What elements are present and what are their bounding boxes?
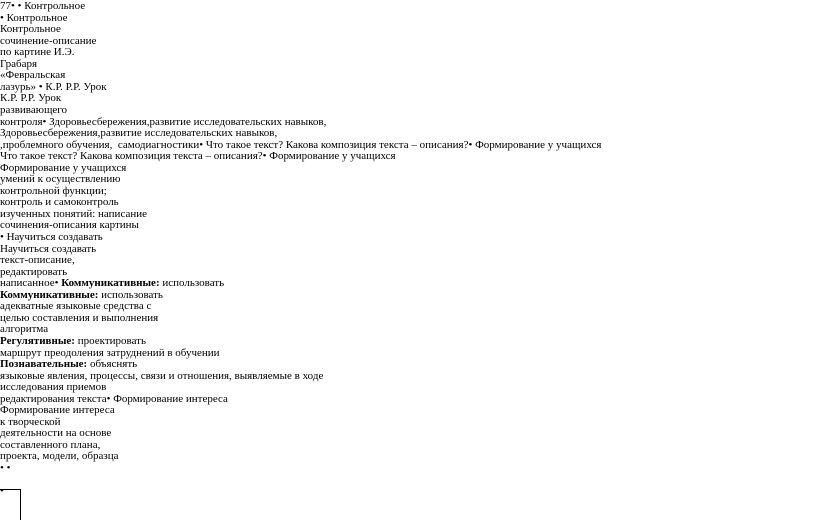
text-line [0, 231, 103, 243]
text-run: использовать [98, 288, 163, 301]
text-line [0, 23, 61, 35]
text-line [0, 358, 137, 370]
text-run: составленного плана, [0, 438, 101, 451]
text-run: К.Р. Р.Р. Урок [0, 92, 62, 105]
text-line [0, 381, 106, 393]
text-run: • [0, 485, 4, 498]
text-line [0, 277, 224, 289]
text-run: исследования приемов [0, 381, 107, 394]
text-line [0, 370, 323, 382]
text-run: 77• • Контрольное [0, 0, 86, 12]
text-line [0, 0, 85, 12]
text-run: целью составления и выполнения [0, 311, 159, 324]
text-run: использовать [159, 277, 225, 290]
text-run: Формирование у учащихся [0, 161, 127, 174]
text-run: • Контрольное [0, 11, 68, 24]
text-line [0, 323, 48, 335]
bold-label: Коммуникативные: [0, 288, 99, 301]
text-run: алгоритма [0, 323, 49, 336]
text-line [0, 254, 75, 266]
text-run: деятельности на основе [0, 427, 112, 440]
text-run: сочинение-описание [0, 34, 97, 47]
text-line [0, 439, 100, 451]
text-line [0, 173, 120, 185]
text-run: развивающего [0, 103, 68, 116]
text-line [0, 12, 67, 24]
text-run: языковые явления, процессы, связи и отношения, выявляемые в ходе [0, 369, 324, 382]
text-run: сочинения-описания картины [0, 219, 139, 232]
bold-label: Регулятивные: [0, 334, 75, 347]
text-line [0, 243, 96, 255]
text-line [0, 393, 228, 405]
text-line [0, 35, 96, 47]
text-line [0, 404, 115, 416]
text-line [0, 139, 601, 151]
text-run: контроля• Здоровьесбережения,развитие исследовательских навыков, [0, 115, 327, 128]
text-run: к творческой [0, 415, 61, 428]
text-line [0, 219, 139, 231]
text-line [0, 46, 74, 58]
text-line [0, 81, 107, 93]
bold-label: Познавательные: [0, 358, 88, 371]
text-line [0, 462, 10, 474]
text-line [0, 69, 65, 81]
text-line [0, 58, 37, 70]
text-line [0, 312, 158, 324]
text-line [0, 427, 111, 439]
text-run: Здоровьесбережения,развитие исследовательских навыков, [0, 127, 278, 140]
text-run: • Научиться создавать [0, 231, 103, 243]
bold-label: Коммуникативные: [61, 277, 160, 290]
text-line [0, 150, 396, 162]
text-line [0, 92, 61, 104]
text-line [0, 416, 61, 428]
text-run: контроль и самоконтроль [0, 196, 119, 209]
text-line [0, 450, 119, 462]
text-run: «Февральская [0, 69, 66, 82]
text-run: проекта, модели, образца [0, 450, 119, 463]
text-run: объяснять [87, 358, 138, 371]
text-line [0, 116, 326, 128]
text-line [0, 162, 126, 174]
text-run: написанное• [0, 277, 62, 290]
text-run: • • [0, 462, 11, 474]
table-cell-border [0, 489, 21, 520]
text-run: редактировать [0, 265, 68, 278]
text-run: лазурь» • К.Р. Р.Р. Урок [0, 80, 107, 93]
text-run: Что такое текст? Какова композиция текста – описания?• Формирование у учащихся [0, 150, 396, 163]
text-line [0, 104, 67, 116]
text-run: адекватные языковые средства с [0, 300, 152, 313]
text-line [0, 185, 107, 197]
text-run: маршрут преодоления затруднений в обучении [0, 346, 220, 359]
text-run: редактирования текста• Формирование интереса [0, 392, 228, 405]
text-line [0, 208, 147, 220]
text-run: Формирование интереса [0, 404, 115, 417]
text-line [0, 266, 67, 278]
text-run: Контрольное [0, 23, 61, 36]
text-run: по картине И.Э. [0, 46, 75, 59]
text-run: Научиться создавать [0, 242, 97, 255]
text-line [0, 289, 163, 301]
text-run: ,проблемного обучения, самодиагностики• Что такое текст? Какова композиция текста – описания?• Формирование у учащихся [0, 138, 602, 151]
text-line [0, 300, 151, 312]
text-run: текст-описание, [0, 254, 75, 267]
text-line [0, 335, 146, 347]
text-line [0, 127, 277, 139]
text-line [0, 196, 119, 208]
text-run: Грабаря [0, 57, 38, 70]
text-run: проектировать [74, 334, 146, 347]
text-run: умений к осуществлению [0, 173, 121, 186]
text-run: изученных понятий: написание [0, 207, 148, 220]
text-line [0, 347, 220, 359]
text-run: контрольной функции; [0, 184, 107, 197]
